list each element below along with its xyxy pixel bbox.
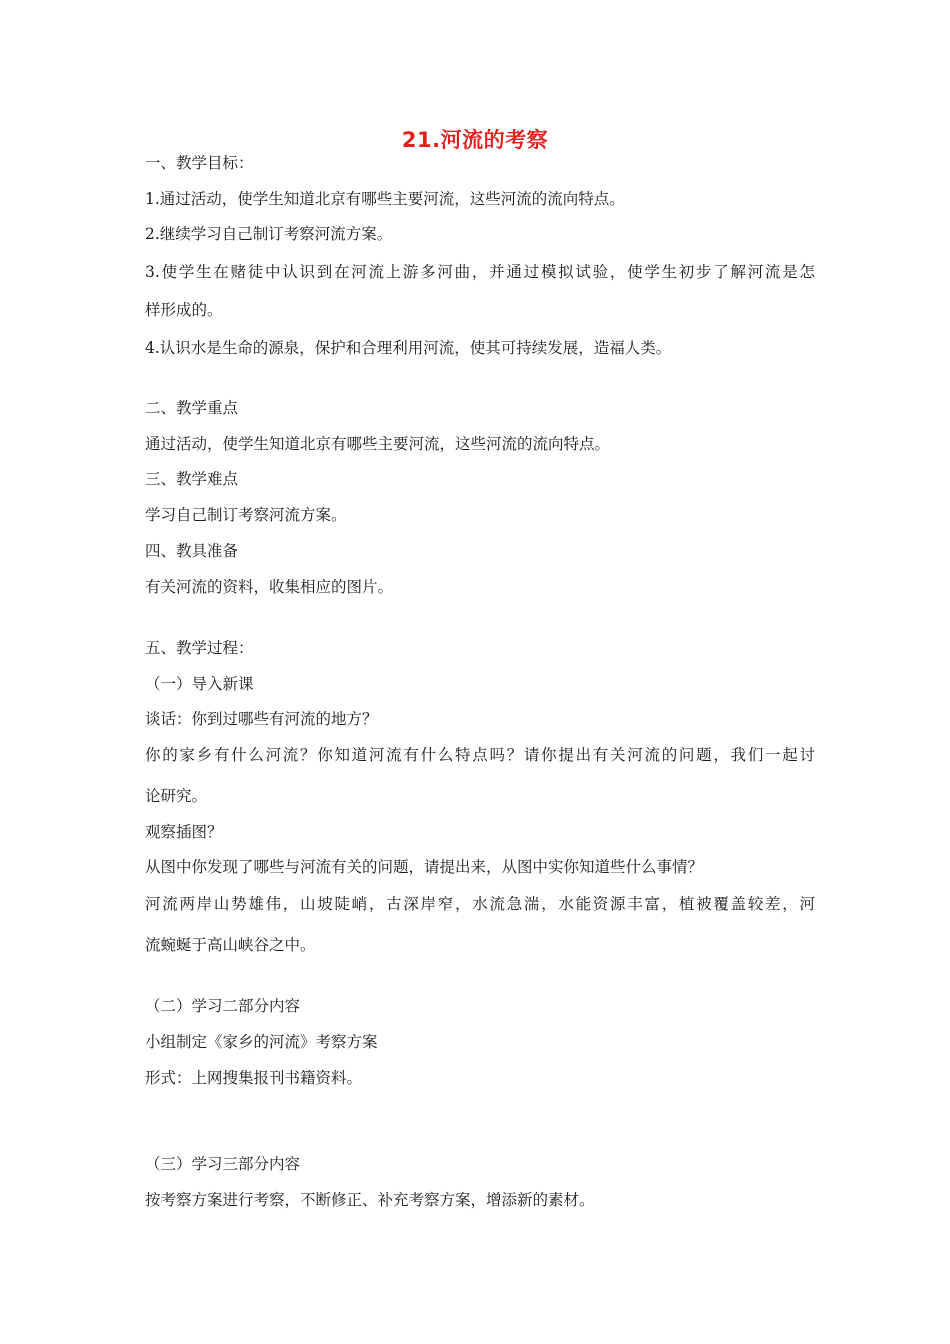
section-heading-difficulties: 三、教学难点 bbox=[145, 470, 239, 488]
part-three-text: 按考察方案进行考察，不断修正、补充考察方案，增添新的素材。 bbox=[145, 1191, 595, 1209]
key-points-text: 通过活动，使学生知道北京有哪些主要河流，这些河流的流向特点。 bbox=[145, 435, 611, 453]
document-title: 21.河流的考察 bbox=[401, 128, 549, 152]
section-heading-key-points: 二、教学重点 bbox=[145, 399, 239, 417]
subsection-heading-intro: （一）导入新课 bbox=[145, 675, 254, 693]
intro-question: 你的家乡有什么河流？你知道河流有什么特点吗？请你提出有关河流的问题，我们一起讨 bbox=[145, 746, 815, 764]
objective-4: 4.认识水是生命的源泉，保护和合理利用河流，使其可持续发展，造福人类。 bbox=[145, 339, 672, 357]
subsection-heading-part-two: （二）学习二部分内容 bbox=[145, 997, 301, 1015]
illustration-question: 从图中你发现了哪些与河流有关的问题，请提出来，从图中实你知道些什么事情？ bbox=[145, 858, 704, 876]
section-heading-materials: 四、教具准备 bbox=[145, 542, 239, 560]
objective-1: 1.通过活动，使学生知道北京有哪些主要河流，这些河流的流向特点。 bbox=[145, 190, 625, 208]
observe-illustration: 观察插图？ bbox=[145, 823, 223, 841]
objective-3: 3.使学生在赌徒中认识到在河流上游多河曲，并通过模拟试验，使学生初步了解河流是怎 bbox=[145, 263, 815, 281]
materials-text: 有关河流的资料，收集相应的图片。 bbox=[145, 578, 394, 596]
difficulties-text: 学习自己制订考察河流方案。 bbox=[145, 506, 347, 524]
objective-3-continued: 样形成的。 bbox=[145, 301, 223, 319]
section-heading-process: 五、教学过程： bbox=[145, 639, 254, 657]
subsection-heading-part-three: （三）学习三部分内容 bbox=[145, 1155, 301, 1173]
river-description-continued: 流蜿蜒于高山峡谷之中。 bbox=[145, 936, 316, 954]
intro-question-continued: 论研究。 bbox=[145, 787, 208, 805]
intro-talk: 谈话：你到过哪些有河流的地方？ bbox=[145, 710, 378, 728]
section-heading-objectives: 一、教学目标： bbox=[145, 154, 254, 172]
river-description: 河流两岸山势雄伟，山坡陡峭，古深岸窄，水流急湍，水能资源丰富，植被覆盖较差，河 bbox=[145, 895, 815, 913]
part-two-form: 形式：上网搜集报刊书籍资料。 bbox=[145, 1069, 363, 1087]
part-two-plan: 小组制定《家乡的河流》考察方案 bbox=[145, 1033, 378, 1051]
objective-2: 2.继续学习自己制订考察河流方案。 bbox=[145, 225, 393, 243]
